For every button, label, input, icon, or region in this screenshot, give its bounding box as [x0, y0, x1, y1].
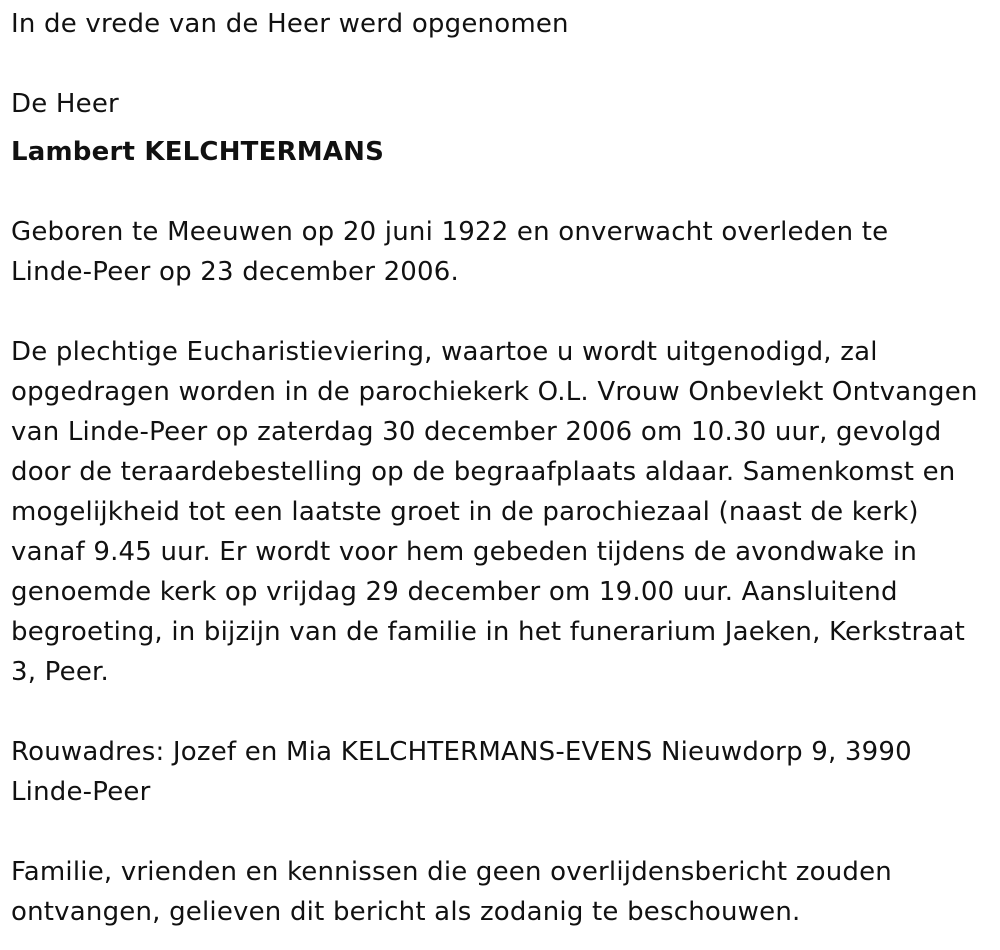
intro-text: In de vrede van de Heer werd opgenomen — [11, 9, 569, 39]
paragraph-line: begroeting, in bijzijn van de familie in het funerarium Jaeken, Kerkstraat — [11, 617, 966, 647]
paragraph-line: Linde-Peer op 23 december 2006. — [11, 257, 459, 287]
paragraph-line: genoemde kerk op vrijdag 29 december om 19.00 uur. Aansluitend — [11, 577, 898, 607]
paragraph-line: De plechtige Eucharistieviering, waartoe u wordt uitgenodigd, zal — [11, 337, 878, 367]
birth-death-paragraph — [11, 212, 1000, 292]
spacer — [11, 172, 1000, 212]
paragraph-line: door de teraardebestelling op de begraafplaats aldaar. Samenkomst en — [11, 457, 956, 487]
paragraph-line: Linde-Peer — [11, 777, 151, 807]
paragraph-line: opgedragen worden in de parochiekerk O.L. Vrouw Onbevlekt Ontvangen — [11, 377, 978, 407]
spacer — [11, 44, 1000, 84]
spacer — [11, 292, 1000, 332]
closing-paragraph — [11, 852, 1000, 932]
paragraph-line: vanaf 9.45 uur. Er wordt voor hem gebeden tijdens de avondwake in — [11, 537, 918, 567]
paragraph-line: 3, Peer. — [11, 657, 109, 687]
ceremony-paragraph — [11, 332, 1000, 692]
paragraph-line: Geboren te Meeuwen op 20 juni 1922 en onverwacht overleden te — [11, 217, 889, 247]
deceased-name: Lambert KELCHTERMANS — [11, 137, 385, 167]
paragraph-line: ontvangen, gelieven dit bericht als zodanig te beschouwen. — [11, 897, 801, 927]
address-paragraph — [11, 732, 1000, 812]
spacer — [11, 692, 1000, 732]
paragraph-line: Rouwadres: Jozef en Mia KELCHTERMANS-EVENS Nieuwdorp 9, 3990 — [11, 737, 912, 767]
spacer — [11, 812, 1000, 852]
paragraph-line: van Linde-Peer op zaterdag 30 december 2006 om 10.30 uur, gevolgd — [11, 417, 942, 447]
paragraph-line: Familie, vrienden en kennissen die geen overlijdensbericht zouden — [11, 857, 892, 887]
paragraph-line: mogelijkheid tot een laatste groet in de parochiezaal (naast de kerk) — [11, 497, 919, 527]
honorific-title: De Heer — [11, 89, 119, 119]
